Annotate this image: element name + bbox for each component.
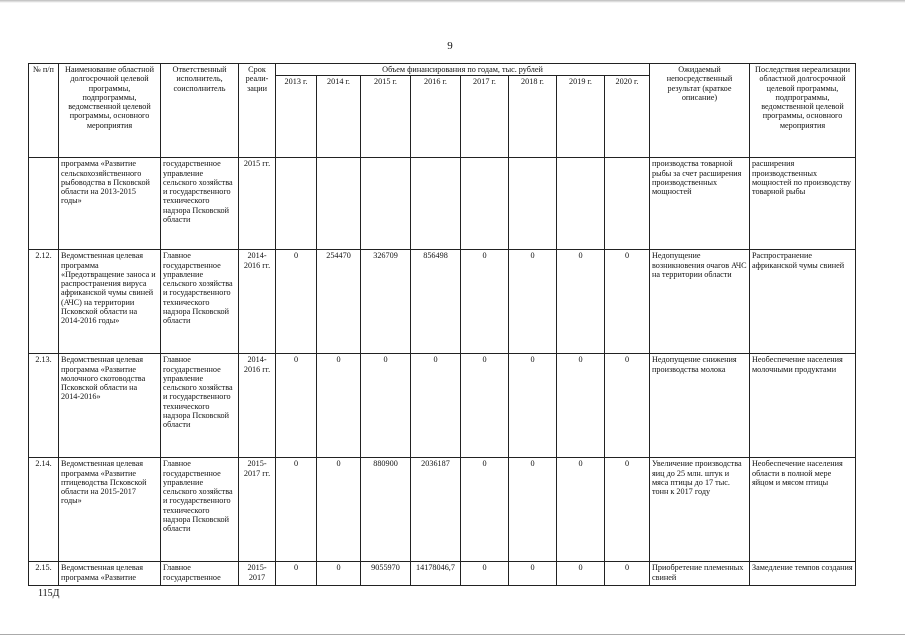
row-value (461, 158, 509, 250)
page-number: 9 (447, 40, 453, 52)
row-name: программа «Развитие сельскохозяйственного рыбоводства в Псковской области на 2013-2015 годы» (59, 158, 161, 250)
row-consequences: Распространение африканской чумы свиней (750, 250, 856, 354)
row-consequences: расширения производственных мощностей по производству товарной рыбы (750, 158, 856, 250)
row-consequences: Необеспечение населения области в полной мере яйцом и мясом птицы (750, 458, 856, 562)
header-year: 2014 г. (317, 76, 361, 158)
header-executor: Ответственный исполнитель, соисполнитель (161, 64, 239, 158)
row-term: 2015 гг. (239, 158, 276, 250)
row-value (317, 158, 361, 250)
header-year: 2017 г. (461, 76, 509, 158)
row-num (29, 158, 59, 250)
row-term: 2015-2017 (239, 562, 276, 586)
row-value (557, 158, 605, 250)
row-value: 0 (276, 458, 317, 562)
row-result: Приобретение племенных свиней (650, 562, 750, 586)
row-value (411, 158, 461, 250)
row-value: 0 (361, 354, 411, 458)
row-result: Недопущение возникновения очагов АЧС на территории области (650, 250, 750, 354)
row-value: 0 (605, 562, 650, 586)
row-value: 880900 (361, 458, 411, 562)
row-value: 0 (605, 250, 650, 354)
row-value: 0 (276, 354, 317, 458)
row-value: 14178046,7 (411, 562, 461, 586)
header-funding: Объем финансирования по годам, тыс. рублей (276, 64, 650, 76)
row-term: 2015-2017 гг. (239, 458, 276, 562)
row-value: 0 (276, 562, 317, 586)
row-executor: государственное управление сельского хозяйства и государственного технического надзора Псковской области (161, 158, 239, 250)
header-year: 2020 г. (605, 76, 650, 158)
row-term: 2014-2016 гг. (239, 250, 276, 354)
row-value (361, 158, 411, 250)
header-name: Наименование областной долгосрочной целевой программы, подпрограммы, ведомственной целевой программы, основного мероприятия (59, 64, 161, 158)
row-result: производства товарной рыбы за счет расширения производственных мощностей (650, 158, 750, 250)
header-term: Срок реали-зации (239, 64, 276, 158)
scan-bottom-edge (0, 634, 905, 635)
row-value: 0 (317, 458, 361, 562)
row-value: 0 (461, 458, 509, 562)
row-num: 2.12. (29, 250, 59, 354)
header-year: 2013 г. (276, 76, 317, 158)
row-value: 0 (276, 250, 317, 354)
row-value (509, 158, 557, 250)
row-term: 2014-2016 гг. (239, 354, 276, 458)
table-row (29, 158, 856, 250)
row-value: 0 (509, 250, 557, 354)
row-value: 0 (411, 354, 461, 458)
row-num: 2.15. (29, 562, 59, 586)
row-value: 0 (557, 458, 605, 562)
row-value: 0 (509, 354, 557, 458)
row-value: 0 (509, 458, 557, 562)
row-value (276, 158, 317, 250)
document-code: 115Д (38, 588, 60, 599)
row-value: 0 (461, 250, 509, 354)
row-consequences: Замедление темпов создания (750, 562, 856, 586)
header-year: 2016 г. (411, 76, 461, 158)
row-name: Ведомственная целевая программа «Предотвращение заноса и распространения вируса африканской чумы свиней (АЧС) на территории Псковской области на 2014-2016 годы» (59, 250, 161, 354)
row-result: Недопущение снижения производства молока (650, 354, 750, 458)
row-name: Ведомственная целевая программа «Развитие (59, 562, 161, 586)
row-consequences: Необеспечение населения молочными продуктами (750, 354, 856, 458)
row-executor: Главное государственное управление сельского хозяйства и государственного технического надзора Псковской области (161, 354, 239, 458)
row-value: 326709 (361, 250, 411, 354)
row-value (605, 158, 650, 250)
row-num: 2.13. (29, 354, 59, 458)
header-num: № п/п (29, 64, 59, 158)
row-name: Ведомственная целевая программа «Развитие молочного скотоводства Псковской области на 2014-2016» (59, 354, 161, 458)
header-year: 2019 г. (557, 76, 605, 158)
row-value: 9055970 (361, 562, 411, 586)
row-value: 0 (557, 250, 605, 354)
row-value: 254470 (317, 250, 361, 354)
row-value: 0 (317, 354, 361, 458)
row-value: 0 (317, 562, 361, 586)
header-consequences: Последствия нереализации областной долгосрочной целевой программы, подпрограммы, ведомственной целевой программы, основного мероприятия (750, 64, 856, 158)
row-num: 2.14. (29, 458, 59, 562)
table-row (29, 562, 856, 586)
header-result: Ожидаемый непосредственный результат (краткое описание) (650, 64, 750, 158)
row-executor: Главное государственное (161, 562, 239, 586)
table-row (29, 250, 856, 354)
row-value: 0 (605, 354, 650, 458)
row-value: 2036187 (411, 458, 461, 562)
row-name: Ведомственная целевая программа «Развитие птицеводства Псковской области на 2015-2017 годы» (59, 458, 161, 562)
row-value: 0 (509, 562, 557, 586)
table-row (29, 458, 856, 562)
row-value: 856498 (411, 250, 461, 354)
program-table (28, 63, 856, 586)
row-value: 0 (557, 354, 605, 458)
row-result: Увеличение производства яиц до 25 млн. штук и мяса птицы до 17 тыс. тонн к 2017 году (650, 458, 750, 562)
row-value: 0 (557, 562, 605, 586)
header-year: 2015 г. (361, 76, 411, 158)
scan-top-edge (0, 0, 905, 3)
row-executor: Главное государственное управление сельского хозяйства и государственного технического надзора Псковской области (161, 250, 239, 354)
table-row (29, 354, 856, 458)
row-value: 0 (461, 354, 509, 458)
header-year: 2018 г. (509, 76, 557, 158)
row-executor: Главное государственное управление сельского хозяйства и государственного технического надзора Псковской области (161, 458, 239, 562)
row-value: 0 (605, 458, 650, 562)
row-value: 0 (461, 562, 509, 586)
